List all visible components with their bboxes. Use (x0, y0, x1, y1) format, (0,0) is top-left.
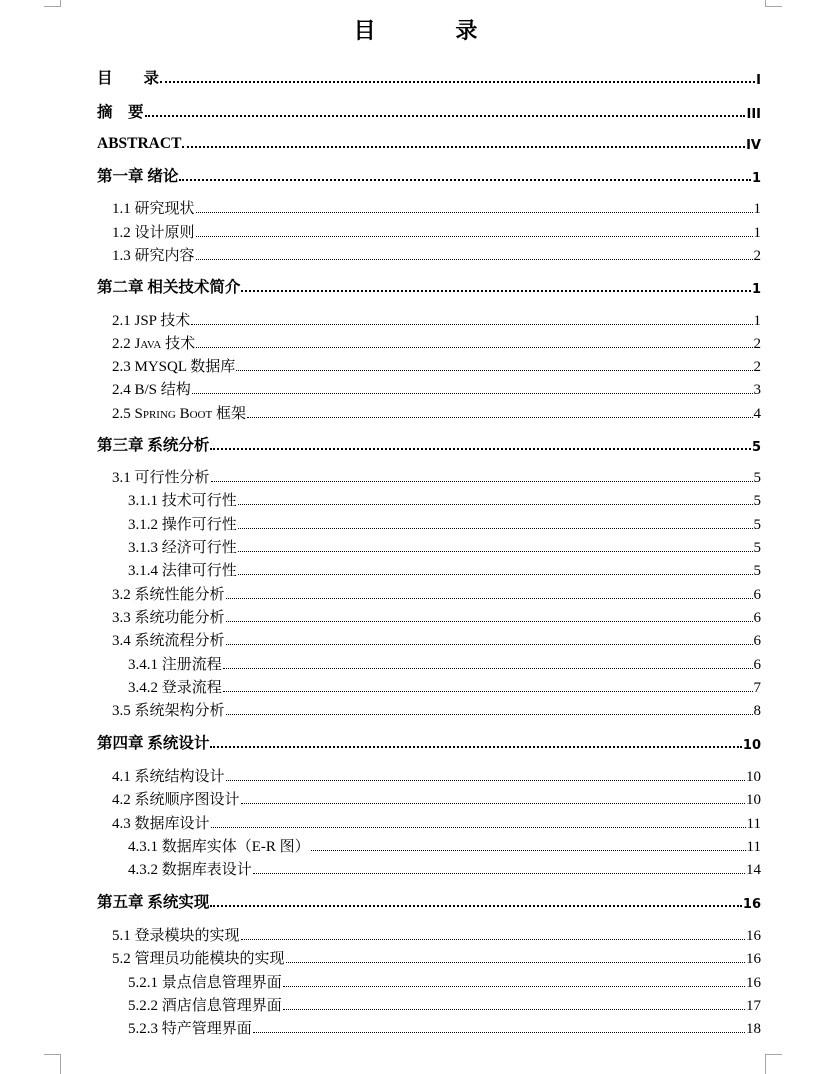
toc-subsection-entry[interactable] (97, 857, 761, 879)
toc-page-number: 16 (742, 897, 761, 912)
dot-leader (226, 764, 745, 786)
toc-section-entry[interactable] (97, 243, 761, 265)
toc-entry-title: 第三章 系统分析 (97, 437, 210, 454)
toc-section-entry[interactable] (97, 465, 761, 487)
dot-leader (210, 890, 742, 912)
toc-page-number: 1 (751, 171, 761, 186)
dot-leader (247, 401, 753, 423)
dot-leader (223, 652, 753, 674)
toc-entry-title: 5.2.2 酒店信息管理界面 (128, 998, 282, 1014)
page-title: 目 录 (353, 19, 514, 44)
toc-chapter-entry[interactable] (97, 131, 761, 153)
dot-leader (238, 535, 753, 557)
dot-leader (238, 488, 753, 510)
dot-leader (241, 787, 745, 809)
dot-leader (283, 970, 745, 992)
page-corner-mark-bottom-left (44, 1054, 61, 1074)
toc-page-number: 1 (753, 313, 761, 329)
toc-page-number: 1 (751, 282, 761, 297)
toc-entry-title: 4.2 系统顺序图设计 (112, 792, 240, 808)
toc-page-number: 6 (753, 657, 761, 673)
toc-entry-title: 目 录 (97, 70, 160, 87)
dot-leader (145, 100, 746, 122)
dot-leader (211, 811, 746, 833)
toc-section-entry[interactable] (97, 331, 761, 353)
toc-page-number: 5 (753, 563, 761, 579)
toc-subsection-entry[interactable] (97, 535, 761, 557)
toc-subsection-entry[interactable] (97, 488, 761, 510)
toc-entry-title: 1.1 研究现状 (112, 201, 195, 217)
dot-leader (210, 433, 751, 455)
toc-chapter-entry[interactable] (97, 100, 761, 122)
toc-entry-title: 3.5 系统架构分析 (112, 703, 225, 719)
toc-section-entry[interactable] (97, 377, 761, 399)
toc-entry-title: 摘 要 (97, 104, 144, 121)
toc-subsection-entry[interactable] (97, 558, 761, 580)
toc-page-number: 10 (746, 769, 761, 785)
toc-page-number: 11 (746, 839, 761, 855)
dot-leader (196, 196, 753, 218)
dot-leader (223, 675, 753, 697)
toc-page-number: 17 (746, 998, 761, 1014)
dot-leader (236, 354, 752, 376)
toc-subsection-entry[interactable] (97, 652, 761, 674)
dot-leader (253, 857, 745, 879)
toc-entry-title: 2.3 MYSQL 数据库 (112, 359, 236, 375)
toc-entry-title: ABSTRACT (97, 135, 182, 152)
dot-leader (238, 512, 753, 534)
dot-leader (196, 243, 753, 265)
toc-page-number: 16 (746, 975, 761, 991)
toc-page-number: IV (746, 138, 761, 153)
toc-entry-title: 2.2 Java 技术 (112, 336, 196, 352)
toc-page-number: 16 (746, 928, 761, 944)
dot-leader (226, 628, 753, 650)
dot-leader (226, 582, 753, 604)
toc-subsection-entry[interactable] (97, 675, 761, 697)
toc-page-number: 18 (746, 1021, 761, 1037)
toc-chapter-entry[interactable] (97, 66, 761, 88)
toc-chapter-entry[interactable] (97, 433, 761, 455)
toc-entry-title: 3.1.1 技术可行性 (128, 493, 237, 509)
toc-entry-title: 3.3 系统功能分析 (112, 610, 225, 626)
dot-leader (191, 308, 752, 330)
toc-entry-title: 第四章 系统设计 (97, 735, 210, 752)
toc-page-number: 1 (753, 225, 761, 241)
toc-entry-title: 4.3.2 数据库表设计 (128, 862, 252, 878)
toc-entry-title: 2.5 Spring Boot 框架 (112, 406, 246, 422)
toc-page-number: 7 (753, 680, 761, 696)
toc-page-number: 3 (753, 382, 761, 398)
toc-entry-title: 3.4 系统流程分析 (112, 633, 225, 649)
page-corner-mark-top-right (765, 0, 782, 7)
toc-page-number: 6 (753, 633, 761, 649)
toc-entry-title: 4.3.1 数据库实体（E-R 图） (128, 839, 310, 855)
toc-chapter-entry[interactable] (97, 164, 761, 186)
toc-entry-title: 第一章 绪论 (97, 168, 179, 185)
dot-leader (192, 377, 753, 399)
toc-entry-title: 4.1 系统结构设计 (112, 769, 225, 785)
toc-entry-title: 2.1 JSP 技术 (112, 313, 191, 329)
toc-entry-title: 3.1 可行性分析 (112, 470, 210, 486)
toc-entry-title: 5.2 管理员功能模块的实现 (112, 951, 285, 967)
toc-page-number: 11 (746, 816, 761, 832)
dot-leader (241, 275, 751, 297)
dot-leader (179, 164, 751, 186)
toc-page-number: 16 (746, 951, 761, 967)
toc-page-number: 2 (753, 248, 761, 264)
toc-subsection-entry[interactable] (97, 834, 761, 856)
toc-page-number: 5 (751, 440, 761, 455)
toc-page-number: 5 (753, 540, 761, 556)
dot-leader (182, 131, 745, 153)
dot-leader (160, 66, 755, 88)
toc-entry-title: 5.2.3 特产管理界面 (128, 1021, 252, 1037)
toc-page-number: 10 (746, 792, 761, 808)
dot-leader (226, 698, 753, 720)
toc-entry-title: 第五章 系统实现 (97, 894, 210, 911)
toc-subsection-entry[interactable] (97, 1016, 761, 1038)
dot-leader (253, 1016, 745, 1038)
toc-page-number: 2 (753, 359, 761, 375)
toc-subsection-entry[interactable] (97, 512, 761, 534)
toc-section-entry[interactable] (97, 764, 761, 786)
toc-page-number: 6 (753, 587, 761, 603)
toc-section-entry[interactable] (97, 946, 761, 968)
dot-leader (210, 731, 742, 753)
dot-leader (211, 465, 753, 487)
toc-page-number: 14 (746, 862, 761, 878)
page-corner-mark-bottom-right (765, 1054, 782, 1074)
toc-entry-title: 1.3 研究内容 (112, 248, 195, 264)
toc-page-number: 5 (753, 517, 761, 533)
dot-leader (283, 993, 745, 1015)
dot-leader (238, 558, 753, 580)
toc-entry-title: 3.1.4 法律可行性 (128, 563, 237, 579)
toc-section-entry[interactable] (97, 220, 761, 242)
toc-page-number: III (746, 107, 761, 122)
toc-page-number: 10 (742, 738, 761, 753)
dot-leader (241, 923, 745, 945)
toc-entry-title: 5.2.1 景点信息管理界面 (128, 975, 282, 991)
dot-leader (286, 946, 745, 968)
toc-entry-title: 第二章 相关技术简介 (97, 279, 241, 296)
toc-entry-title: 4.3 数据库设计 (112, 816, 210, 832)
toc-section-entry[interactable] (97, 582, 761, 604)
toc-section-entry[interactable] (97, 787, 761, 809)
toc-entry-title: 3.4.1 注册流程 (128, 657, 222, 673)
toc-section-entry[interactable] (97, 401, 761, 423)
dot-leader (196, 220, 753, 242)
dot-leader (196, 331, 752, 353)
dot-leader (226, 605, 753, 627)
page-corner-mark-top-left (44, 0, 61, 7)
toc-chapter-entry[interactable] (97, 890, 761, 912)
toc-page-number: 6 (753, 610, 761, 626)
toc-chapter-entry[interactable] (97, 275, 761, 297)
toc-page-number: 8 (753, 703, 761, 719)
toc-page-number: 5 (753, 493, 761, 509)
toc-chapter-entry[interactable] (97, 731, 761, 753)
toc-entry-title: 3.4.2 登录流程 (128, 680, 222, 696)
toc-section-entry[interactable] (97, 354, 761, 376)
toc-subsection-entry[interactable] (97, 993, 761, 1015)
toc-section-entry[interactable] (97, 811, 761, 833)
toc-section-entry[interactable] (97, 605, 761, 627)
toc-entry-title: 3.1.3 经济可行性 (128, 540, 237, 556)
toc-subsection-entry[interactable] (97, 970, 761, 992)
toc-section-entry[interactable] (97, 196, 761, 218)
dot-leader (311, 834, 746, 856)
toc-page-number: 4 (753, 406, 761, 422)
toc-page-number: 5 (753, 470, 761, 486)
toc-page-number: 2 (753, 336, 761, 352)
toc-section-entry[interactable] (97, 628, 761, 650)
toc-entry-title: 5.1 登录模块的实现 (112, 928, 240, 944)
toc-entry-title: 3.1.2 操作可行性 (128, 517, 237, 533)
toc-entry-title: 2.4 B/S 结构 (112, 382, 191, 398)
toc-section-entry[interactable] (97, 308, 761, 330)
toc-page-number: I (756, 73, 761, 88)
toc-section-entry[interactable] (97, 698, 761, 720)
toc-entry-title: 3.2 系统性能分析 (112, 587, 225, 603)
toc-entry-title: 1.2 设计原则 (112, 225, 195, 241)
toc-section-entry[interactable] (97, 923, 761, 945)
toc-page-number: 1 (753, 201, 761, 217)
